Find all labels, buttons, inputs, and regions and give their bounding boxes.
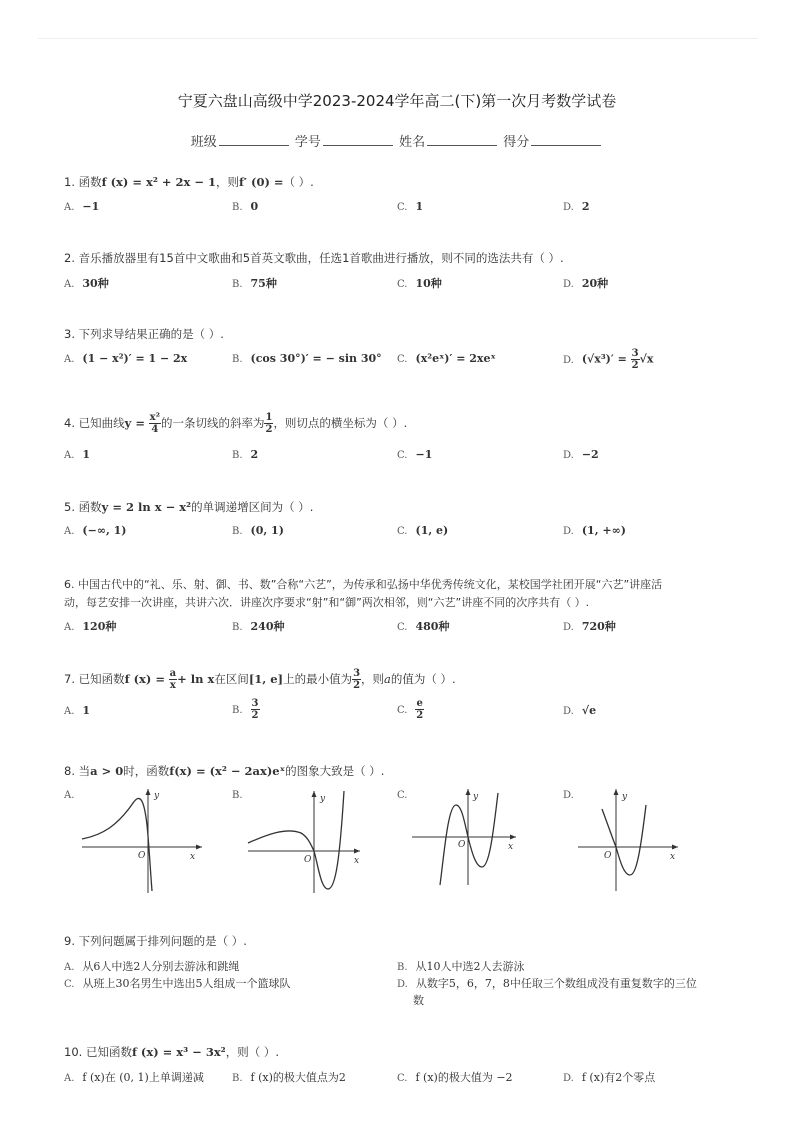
q8-graph-c[interactable] — [410, 785, 526, 895]
question-3: 3. 下列求导结果正确的是（ ）. — [64, 327, 224, 341]
q5-option-a[interactable]: A. (−∞, 1) — [64, 524, 127, 537]
question-5: 5. 函数y = 2 ln x − x²的单调递增区间为（ ）. — [64, 500, 314, 514]
q8-option-c-label[interactable]: C. — [397, 790, 408, 801]
question-6-line-2: 动，每艺安排一次讲座，共讲六次．讲座次序要求“射”和“御”两次相邻，则“六艺”讲座不同的次序共有（ ）. — [64, 596, 590, 609]
q2-option-d[interactable]: D. 20种 — [563, 277, 609, 290]
q7-option-a[interactable]: A. 1 — [64, 704, 91, 717]
page-title: 宁夏六盘山高级中学2023-2024学年高二(下)第一次月考数学试卷 — [177, 92, 617, 110]
student-info-line — [0, 131, 794, 150]
question-1: 1. 函数f (x) = x² + 2x − 1，则f′ (0) =（ ）. — [64, 175, 314, 189]
question-8: 8. 当a > 0时，函数f(x) = (x² − 2ax)eˣ的图象大致是（ ）. — [64, 764, 385, 778]
graph-d-origin: O — [604, 851, 612, 861]
q9-option-d[interactable]: D. 从数字5，6，7，8中任取三个数组成没有重复数字的三位 — [397, 977, 697, 990]
q9-option-d-continued: 数 — [413, 994, 424, 1007]
q3-option-a[interactable]: A. (1 − x²)′ = 1 − 2x — [64, 352, 188, 365]
question-6-line-1: 6. 中国古代中的“礼、乐、射、御、书、数”合称“六艺”，为传承和弘扬中华优秀传统文化，某校国学社团开展“六艺”讲座活 — [64, 578, 663, 591]
q3-option-c[interactable]: C. (x²eˣ)′ = 2xeˣ — [397, 352, 496, 365]
q1-option-c[interactable]: C. 1 — [397, 200, 424, 213]
q7-option-d[interactable]: D. √e — [563, 704, 597, 717]
question-4: 4. 已知曲线y = $\frac{\text{x²}}{4}$ 的一条切线的斜率为 $\frac{1}{2}$ ，则切点的横坐标为（ ）. — [64, 412, 408, 435]
class-blank[interactable] — [219, 133, 289, 146]
q6-option-d[interactable]: D. 720种 — [563, 620, 616, 633]
q8-option-b-label[interactable]: B. — [232, 790, 243, 801]
q8-graph-b[interactable] — [246, 785, 366, 895]
graph-b-y-label: y — [320, 794, 326, 804]
number-blank[interactable] — [323, 133, 393, 146]
graph-a-x-label: x — [190, 852, 196, 862]
question-7: 7. 已知函数f (x) = $\frac{a}{x}$ + ln x在区间[1, e]上的最小值为 $\frac{3}{2}$ ，则a的值为（ ）. — [64, 668, 456, 691]
q1-option-d[interactable]: D. 2 — [563, 200, 590, 213]
top-divider — [38, 38, 758, 39]
q9-option-b[interactable]: B. 从10人中选2人去游泳 — [397, 960, 525, 973]
q5-option-b[interactable]: B. (0, 1) — [232, 524, 284, 537]
q6-option-a[interactable]: A. 120种 — [64, 620, 117, 633]
q8-option-d-label[interactable]: D. — [563, 790, 574, 801]
graph-c-y-label: y — [473, 792, 479, 802]
q8-option-a-label[interactable]: A. — [64, 790, 75, 801]
graph-a-origin: O — [138, 851, 146, 861]
q3-option-d[interactable]: D. (√x³)′ = $\frac{3}{2}$ √x — [563, 348, 654, 371]
q4-option-a[interactable]: A. 1 — [64, 448, 91, 461]
q7-option-c[interactable]: C. $\frac{e}{2}$ — [397, 698, 424, 721]
q8-graph-d[interactable] — [576, 785, 686, 895]
q4-option-d[interactable]: D. −2 — [563, 448, 599, 461]
q1-option-b[interactable]: B. 0 — [232, 200, 259, 213]
q1-option-a[interactable]: A. −1 — [64, 200, 100, 213]
score-blank[interactable] — [531, 133, 601, 146]
number-label: 学号 — [294, 135, 321, 150]
q10-option-b[interactable]: B. f (x)的极大值点为2 — [232, 1071, 346, 1084]
q8-graph-a[interactable] — [78, 785, 208, 895]
graph-b-origin: O — [304, 855, 312, 865]
score-label: 得分 — [503, 135, 530, 150]
q2-option-c[interactable]: C. 10种 — [397, 277, 442, 290]
graph-c-x-label: x — [508, 842, 514, 852]
q1-function: f (x) = x² + 2x − 1 — [101, 175, 217, 189]
q6-option-b[interactable]: B. 240种 — [232, 620, 285, 633]
q1-derivative: f′ (0) = — [239, 175, 284, 189]
graph-b-x-label: x — [354, 856, 360, 866]
q2-option-b[interactable]: B. 75种 — [232, 277, 277, 290]
q10-option-a[interactable]: A. f (x)在 (0, 1)上单调递减 — [64, 1071, 204, 1084]
graph-d-x-label: x — [670, 852, 676, 862]
graph-d-y-label: y — [622, 792, 628, 802]
q7-option-b[interactable]: B. $\frac{3}{2}$ — [232, 698, 259, 721]
q5-option-d[interactable]: D. (1, +∞) — [563, 524, 626, 537]
q5-option-c[interactable]: C. (1, e) — [397, 524, 449, 537]
q10-option-c[interactable]: C. f (x)的极大值为 −2 — [397, 1071, 513, 1084]
q4-option-c[interactable]: C. −1 — [397, 448, 433, 461]
name-blank[interactable] — [427, 133, 497, 146]
q9-option-a[interactable]: A. 从6人中选2人分别去游泳和跳绳 — [64, 960, 240, 973]
question-9: 9. 下列问题属于排列问题的是（ ）. — [64, 934, 247, 948]
graph-a-y-label: y — [154, 791, 160, 801]
q6-option-c[interactable]: C. 480种 — [397, 620, 450, 633]
q3-option-b[interactable]: B. (cos 30°)′ = − sin 30° — [232, 352, 382, 365]
name-label: 姓名 — [399, 135, 426, 150]
class-label: 班级 — [190, 135, 217, 150]
graph-c-origin: O — [458, 840, 466, 850]
question-10: 10. 已知函数f (x) = x³ − 3x²，则（ ）. — [64, 1045, 280, 1059]
q2-option-a[interactable]: A. 30种 — [64, 277, 109, 290]
question-2: 2. 音乐播放器里有15首中文歌曲和5首英文歌曲，任选1首歌曲进行播放，则不同的选法共有（ ）. — [64, 251, 564, 265]
q9-option-c[interactable]: C. 从班上30名男生中选出5人组成一个篮球队 — [64, 977, 291, 990]
q4-option-b[interactable]: B. 2 — [232, 448, 259, 461]
q10-option-d[interactable]: D. f (x)有2个零点 — [563, 1071, 656, 1084]
